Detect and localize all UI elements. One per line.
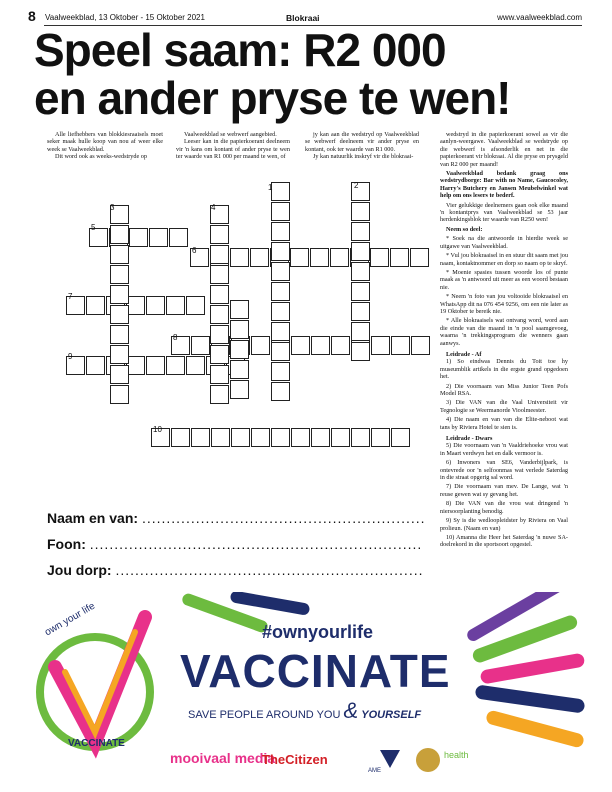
article-column-2 (176, 131, 290, 161)
crossword-number: 8 (173, 333, 178, 342)
crossword-cell[interactable] (271, 362, 290, 381)
crossword-cell[interactable] (291, 428, 310, 447)
rules-item: * Neem 'n foto van jou voltooide blokraaisel en WhatsApp dit na 076 454 9256, om een nie later as 19 Oktober te bereik nie. (440, 293, 568, 315)
crossword-cell[interactable] (110, 285, 129, 304)
crossword-cell[interactable] (311, 428, 330, 447)
badge-bottom-text: VACCINATE (68, 738, 125, 749)
publication-date: Vaalweekblad, 13 Oktober - 15 Oktober 2021 (45, 13, 205, 22)
crossword-cell[interactable] (171, 428, 190, 447)
clue: 6) Inwoners van SE6, Vanderbijlpark, is ontevrede oor 'n selfoonmas wat verlede Saterdag in die straat opgerig sal word. (440, 459, 568, 482)
crossword-cell[interactable] (351, 342, 370, 361)
crossword-number: 9 (68, 352, 73, 361)
headline-line-2: en ander pryse te wen! (34, 72, 511, 124)
crossword-cell[interactable] (271, 202, 290, 221)
crossword-cell[interactable] (230, 340, 249, 359)
crossword-cell[interactable] (210, 225, 229, 244)
clue: 1) So eindwas Dennis du Toit toe hy museumblik artikels in die ergste grand opgedoen het. (440, 358, 568, 381)
crossword-cell[interactable] (271, 282, 290, 301)
crossword-cell[interactable] (251, 428, 270, 447)
article-paragraph: Alle liefhebbers van blokkiesraaisels moet seker maak hulle koop van nou af weer elke week se Vaalweekblad. (47, 131, 163, 153)
crossword-cell[interactable] (410, 248, 429, 267)
crossword-cell[interactable] (191, 428, 210, 447)
crossword-cell[interactable] (210, 305, 229, 324)
crossword-cell[interactable] (166, 356, 185, 375)
crossword-cell[interactable] (166, 296, 185, 315)
crossword-cell[interactable] (310, 248, 329, 267)
ame-logo: AME (368, 768, 382, 774)
article-paragraph: jy kan aan die wedstryd op Vaalweekblad se webwerf deelneem vir ander pryse en kontant, ook ter waarde van R1 000. (305, 131, 419, 153)
crossword-cell[interactable] (351, 242, 370, 261)
ame-logo-icon (380, 750, 400, 768)
crossword-cell[interactable] (129, 228, 148, 247)
health-logo: health (444, 750, 469, 760)
crossword-cell[interactable] (230, 320, 249, 339)
crossword-cell[interactable] (330, 248, 349, 267)
crossword-cell[interactable] (291, 336, 310, 355)
crossword-cell[interactable] (146, 296, 165, 315)
clue: 5) Die voornaam van 'n Vaaldriehoeke vrou wat in Maart verdwyn het en dalk vermoor is. (440, 442, 568, 457)
crossword-cell[interactable] (251, 336, 270, 355)
hashtag: #ownyourlife (262, 622, 374, 642)
clue: 3) Die VAN van die Vaal Universiteit vir Tegnologie se Weermanorde Vioolmeester. (440, 399, 568, 414)
crossword-cell[interactable] (110, 385, 129, 404)
article-paragraph: Dit word ook as weeks-wedstryde op (55, 153, 147, 161)
page-number: 8 (28, 8, 36, 24)
citizen-logo: TheCitizen (262, 752, 328, 767)
crossword-cell[interactable] (110, 345, 129, 364)
crossword-cell[interactable] (149, 228, 168, 247)
crossword-cell[interactable] (411, 336, 430, 355)
crossword-cell[interactable] (191, 336, 210, 355)
crossword-cell[interactable] (271, 382, 290, 401)
crossword-number: 2 (354, 181, 359, 190)
subtitle-b: YOURSELF (361, 709, 422, 721)
crossword-cell[interactable] (210, 385, 229, 404)
rules-item: Vier gelukkige deelnemers gaan ook elke maand 'n kontantprys van Vaalweekblad se 53 jaar herdenkingsblok ter waarde van R250 wen! (440, 201, 568, 224)
article-paragraph: Leeser kan in die papierkoerant deelneem vir 'n kans om kontant of ander pryse te wen ter waarde van R1 000 per maand te wen, of (176, 138, 290, 161)
crossword-cell[interactable] (391, 428, 410, 447)
section-name: Blokraai (286, 13, 320, 23)
crossword-cell[interactable] (351, 282, 370, 301)
phone-label: Foon: (47, 536, 86, 552)
vaccinate-subtitle (188, 698, 421, 724)
crossword-number: 7 (68, 292, 73, 301)
crossword-cell[interactable] (351, 202, 370, 221)
crossword-cell[interactable] (311, 336, 330, 355)
name-field[interactable]: .......................................................... (141, 510, 426, 526)
town-field[interactable]: ............................................................... (115, 562, 424, 578)
crossword-cell[interactable] (210, 365, 229, 384)
crossword-cell[interactable] (271, 302, 290, 321)
town-label: Jou dorp: (47, 562, 112, 578)
subtitle-a: SAVE PEOPLE AROUND YOU (188, 709, 341, 721)
crossword-cell[interactable] (370, 248, 389, 267)
clue: 10) Amanna die Heer het Saterdag 'n nuwe SA-doelrekord in die sportsoort opgestel. (440, 533, 568, 549)
crossword-number: 3 (110, 203, 115, 212)
crossword-cell[interactable] (210, 325, 229, 344)
clue: 7) Die voornaam van mev. De Lange, wat 'n reuse gewen wat sy gevang het. (440, 483, 568, 498)
crossword-cell[interactable] (271, 242, 290, 261)
crossword-cell[interactable] (271, 182, 290, 201)
crossword-cell[interactable] (210, 345, 229, 364)
crossword-cell[interactable] (391, 336, 410, 355)
crossword-cell[interactable] (86, 356, 105, 375)
crossword-cell[interactable] (271, 342, 290, 361)
crossword-cell[interactable] (271, 322, 290, 341)
crossword-number: 10 (153, 425, 162, 434)
crossword-cell[interactable] (250, 248, 269, 267)
phone-field[interactable]: .................................................................... (89, 536, 423, 552)
crossword-cell[interactable] (271, 428, 290, 447)
crossword-cell[interactable] (110, 365, 129, 384)
rules-heading: Neem so deel: (446, 225, 483, 233)
crossword-cell[interactable] (271, 262, 290, 281)
rules-item: * Moenie spasies tussen woorde los of punte maak as 'n antwoord uit meer as een woord bestaan nie. (440, 268, 568, 291)
crossword-cell[interactable] (230, 248, 249, 267)
clue: 2) Die voornaam van Miss Junior Teen Pofs Model RSA. (440, 382, 568, 397)
crossword-cell[interactable] (210, 265, 229, 284)
crossword-number: 1 (268, 183, 273, 192)
clues-across-heading: Leidrade - Af (446, 350, 482, 358)
article-paragraph: Vaalweekblad se webwerf aangebied. (184, 131, 277, 138)
crossword-cell[interactable] (331, 336, 350, 355)
crossword-cell[interactable] (146, 356, 165, 375)
article-paragraph: Jy kan natuurlik inskryf vir die blokraai- (313, 153, 414, 161)
crossword-cell[interactable] (186, 356, 205, 375)
crossword-number: 6 (192, 246, 197, 255)
clues-down-heading: Leidrade - Dwars (446, 435, 493, 443)
crossword-cell[interactable] (110, 225, 129, 244)
clue: 9) Sy is die wedloopleidster by Riviera on Vaal prolieun. (Naam en van) (440, 517, 568, 532)
clue: 4) Die naam en van van die Elite-neboot wat tans by Riviera Hotel te sien is. (440, 416, 568, 431)
rules-item: * Vul jou blokraaisel in en stuur dit saam met jou naam, kontaktnommer en dorp so naam op te skryf. (440, 252, 568, 267)
crossword-cell[interactable] (86, 296, 105, 315)
crossword-cell[interactable] (110, 325, 129, 344)
headline-line-1: Speel saam: R2 000 (34, 24, 446, 76)
badge-top-text: own your life (43, 600, 98, 639)
crossword-cell[interactable] (331, 428, 350, 447)
crossword-cell[interactable] (351, 222, 370, 241)
form-phone-row[interactable] (47, 536, 422, 552)
ampersand: & (343, 698, 359, 723)
vaccinate-title: VACCINATE (180, 645, 451, 697)
form-town-row[interactable] (47, 562, 424, 578)
article-column-3 (305, 131, 419, 161)
article-column-1 (47, 131, 163, 161)
crossword-cell[interactable] (231, 428, 250, 447)
crossword-cell[interactable] (371, 428, 390, 447)
crossword-cell[interactable] (230, 380, 249, 399)
crossword-cell[interactable] (230, 300, 249, 319)
website-url[interactable]: www.vaalweekblad.com (497, 13, 582, 22)
crossword-cell[interactable] (351, 302, 370, 321)
crossword-cell[interactable] (169, 228, 188, 247)
coat-of-arms-icon (416, 748, 440, 772)
crossword-cell[interactable] (290, 248, 309, 267)
clue: 8) Die VAN van die vrou wat dringend 'n niersoorplanting benodig. (440, 500, 568, 515)
headline (34, 26, 594, 122)
form-name-row[interactable] (47, 510, 426, 526)
crossword-cell[interactable] (210, 285, 229, 304)
crossword-cell[interactable] (186, 296, 205, 315)
crossword-cell[interactable] (110, 305, 129, 324)
sponsors-note: Vaalweekblad bedank graag ons wedstrydborge: Bar with no Name, Gaucocoley, Harry's Butchery en Jansen Meubelwinkel wat help om ons lesers te bederf. (440, 170, 568, 200)
name-label: Naam en van: (47, 510, 139, 526)
crossword-number: 5 (91, 223, 96, 232)
vaccinate-advert (30, 592, 585, 782)
crossword-cell[interactable] (351, 262, 370, 281)
crossword-number: 4 (211, 203, 216, 212)
article-column-4 (440, 131, 568, 551)
rules-item: * Soek na die antwoorde in hierdie week se uitgawe van Vaalweekblad. (440, 235, 568, 250)
crossword-cell[interactable] (271, 222, 290, 241)
crossword-cell[interactable] (390, 248, 409, 267)
crossword-cell[interactable] (110, 245, 129, 264)
mooivaal-logo: mooivaal media (170, 750, 276, 766)
crossword-cell[interactable] (210, 245, 229, 264)
crossword-cell[interactable] (351, 322, 370, 341)
crossword-cell[interactable] (230, 360, 249, 379)
crossword-cell[interactable] (371, 336, 390, 355)
article-paragraph: wedstryd in die papierkoerant sowel as vir die aanlyn-weergawe. Vaalweekblad se wedstryde op die webwerf is afsonderlik en net in die papierkoerant vir blokraai. Al die pryse en prysgeld van R2 000 per maand! (440, 131, 568, 168)
crossword-cell[interactable] (110, 265, 129, 284)
rules-item: * Alle blokraaisels wat ontvang word, word aan die einde van die maand in 'n pool saamgevoeg, waarna 'n trekkingsprogram die wenners gaan aanwys. (440, 317, 568, 347)
crossword-cell[interactable] (211, 428, 230, 447)
crossword-cell[interactable] (351, 428, 370, 447)
